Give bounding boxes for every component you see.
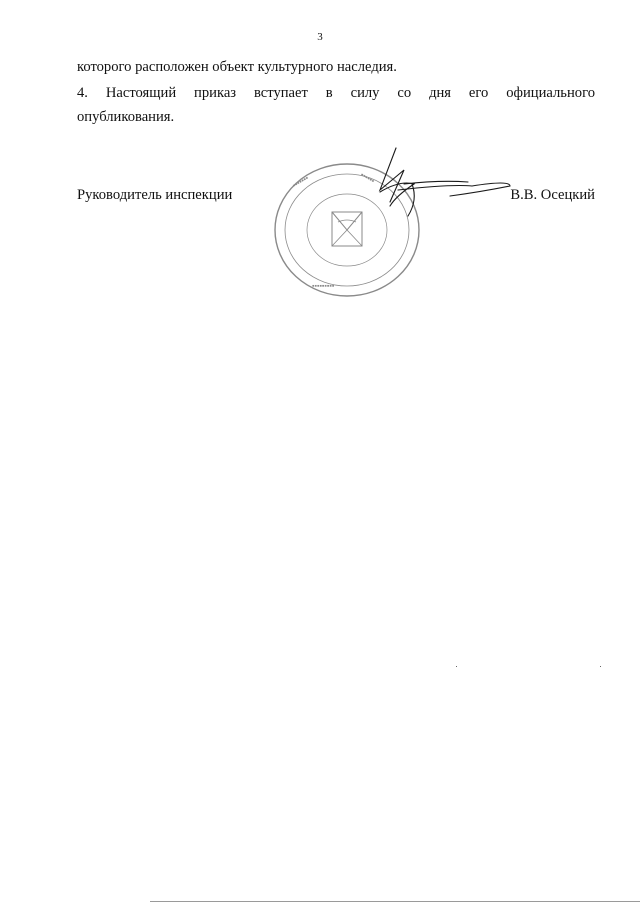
signatory-name: В.В. Осецкий — [510, 187, 595, 203]
scan-speck — [600, 666, 601, 667]
page-number: 3 — [317, 31, 323, 43]
handwritten-signature — [360, 140, 520, 240]
body-text-line: которого расположен объект культурного наследия. — [77, 59, 397, 75]
body-text-paragraph-4: 4. Настоящий приказ вступает в силу со дня его официального — [77, 85, 595, 101]
svg-text:▪▪▪▪▪▪▪▪▪: ▪▪▪▪▪▪▪▪▪ — [312, 283, 335, 290]
svg-text:▪▪▪▪▪▪: ▪▪▪▪▪▪ — [359, 171, 376, 186]
body-text-line: опубликования. — [77, 109, 175, 125]
svg-text:▪▪▪▪▪▪▪: ▪▪▪▪▪▪▪ — [291, 174, 311, 190]
signatory-title: Руководитель инспекции — [77, 187, 233, 203]
bottom-edge-line — [150, 901, 640, 902]
scan-speck — [456, 666, 457, 667]
